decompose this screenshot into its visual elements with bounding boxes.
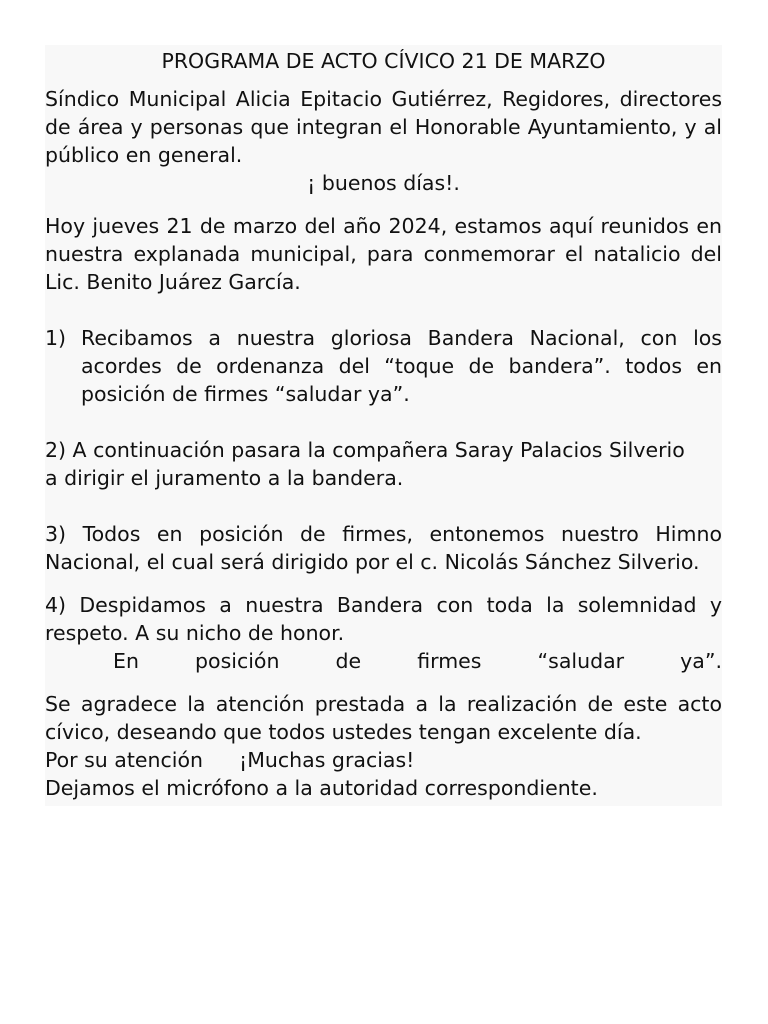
program-item-2-line-1: 2) A continuación pasara la compañera Saray Palacios Silverio (45, 438, 685, 462)
salute-line: ¡ buenos días!. (307, 171, 460, 195)
item-text: Recibamos a nuestra gloriosa Bandera Nacional, con los acordes de ordenanza del “toque de bandera”. todos en posición de firmes “saludar ya”. (81, 326, 722, 406)
document-page (45, 45, 722, 806)
document-title: PROGRAMA DE ACTO CÍVICO 21 DE MARZO (161, 49, 606, 73)
closing-attention-line (45, 746, 722, 774)
thanks-exclamation: ¡Muchas gracias! (239, 748, 415, 772)
closing-thanks: Se agradece la atención prestada a la realización de este acto cívico, deseando que todos ustedes tengan excelente día. (45, 692, 722, 744)
intro-paragraph: Hoy jueves 21 de marzo del año 2024, estamos aquí reunidos en nuestra explanada municipal, para conmemorar el natalicio del Lic. Benito Juárez García. (45, 214, 722, 294)
program-item-1 (45, 324, 722, 408)
greeting-paragraph: Síndico Municipal Alicia Epitacio Gutiérrez, Regidores, directores de área y personas que integran el Honorable Ayuntamiento, y al público en general. (45, 87, 722, 167)
program-item-3: 3) Todos en posición de firmes, entonemos nuestro Himno Nacional, el cual será dirigido por el c. Nicolás Sánchez Silverio. (45, 522, 722, 574)
closing-handoff: Dejamos el micrófono a la autoridad correspondiente. (45, 776, 598, 800)
program-item-4-command: En posición de firmes “saludar ya”. (113, 649, 722, 673)
attention-label: Por su atención (45, 748, 204, 772)
item-number: 1) (45, 326, 67, 350)
program-item-2-line-2: a dirigir el juramento a la bandera. (45, 466, 404, 490)
program-item-4: 4) Despidamos a nuestra Bandera con toda la solemnidad y respeto. A su nicho de honor. (45, 593, 722, 645)
